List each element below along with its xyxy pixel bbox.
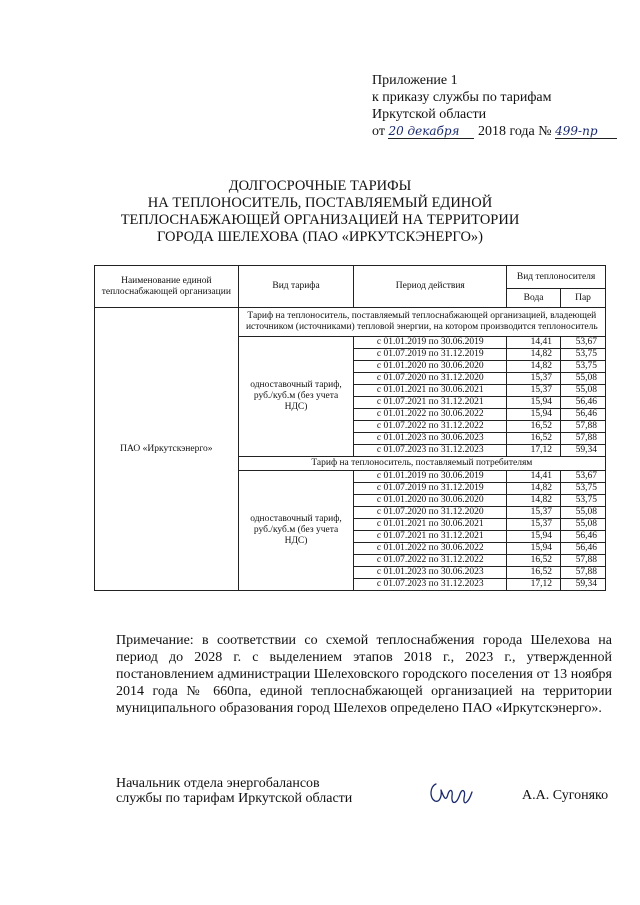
period-cell: с 01.01.2022 по 30.06.2022 [354, 543, 507, 555]
steam-cell: 55,08 [561, 373, 606, 385]
document-title [80, 178, 560, 246]
water-cell: 15,37 [507, 385, 561, 397]
water-cell: 15,37 [507, 507, 561, 519]
header-tariff-type: Вид тарифа [238, 266, 354, 308]
handwritten-date: 20 декабря [388, 124, 474, 139]
organization-cell: ПАО «Иркутскэнерго» [95, 308, 239, 591]
period-cell: с 01.07.2019 по 31.12.2019 [354, 483, 507, 495]
steam-cell: 53,75 [561, 349, 606, 361]
water-cell: 17,12 [507, 579, 561, 591]
steam-cell: 56,46 [561, 409, 606, 421]
steam-cell: 56,46 [561, 397, 606, 409]
steam-cell: 57,88 [561, 567, 606, 579]
steam-cell: 56,46 [561, 531, 606, 543]
period-cell: с 01.07.2022 по 31.12.2022 [354, 555, 507, 567]
water-cell: 15,37 [507, 519, 561, 531]
section-1-title: Тариф на теплоноситель, поставляемый теплоснабжающей организацией, владеющей источником (источниками) тепловой энергии, на котором производится теплоноситель [238, 308, 605, 337]
period-cell: с 01.07.2021 по 31.12.2021 [354, 531, 507, 543]
tariff-table [94, 265, 606, 591]
appendix-block [372, 72, 617, 140]
period-cell: с 01.01.2021 по 30.06.2021 [354, 519, 507, 531]
period-cell: с 01.01.2019 по 30.06.2019 [354, 337, 507, 349]
period-cell: с 01.07.2021 по 31.12.2021 [354, 397, 507, 409]
period-cell: с 01.07.2020 по 31.12.2020 [354, 507, 507, 519]
period-cell: с 01.01.2023 по 30.06.2023 [354, 433, 507, 445]
water-cell: 14,41 [507, 337, 561, 349]
water-cell: 14,82 [507, 349, 561, 361]
steam-cell: 53,67 [561, 337, 606, 349]
period-cell: с 01.01.2021 по 30.06.2021 [354, 385, 507, 397]
appendix-date-line [372, 123, 617, 140]
water-cell: 17,12 [507, 445, 561, 457]
steam-cell: 53,75 [561, 495, 606, 507]
section-2-title: Тариф на теплоноситель, поставляемый потребителям [238, 457, 605, 471]
signatory-position [116, 776, 352, 806]
water-cell: 15,94 [507, 409, 561, 421]
appendix-line-2: к приказу службы по тарифам [372, 90, 552, 105]
period-cell: с 01.01.2022 по 30.06.2022 [354, 409, 507, 421]
title-line-4: ГОРОДА ШЕЛЕХОВА (ПАО «ИРКУТСКЭНЕРГО») [156, 229, 483, 245]
steam-cell: 53,75 [561, 483, 606, 495]
steam-cell: 53,75 [561, 361, 606, 373]
water-cell: 16,52 [507, 421, 561, 433]
water-cell: 14,82 [507, 361, 561, 373]
section-1-tariff-type: одноставочный тариф, руб./куб.м (без учета НДС) [238, 337, 354, 457]
signatory-name: А.А. Сугоняко [522, 788, 609, 803]
header-steam: Пар [561, 289, 606, 308]
title-line-2: НА ТЕПЛОНОСИТЕЛЬ, ПОСТАВЛЯЕМЫЙ ЕДИНОЙ [147, 195, 493, 211]
steam-cell: 56,46 [561, 543, 606, 555]
steam-cell: 55,08 [561, 507, 606, 519]
steam-cell: 59,34 [561, 579, 606, 591]
appendix-line-1: Приложение 1 [372, 73, 458, 88]
period-cell: с 01.07.2022 по 31.12.2022 [354, 421, 507, 433]
steam-cell: 57,88 [561, 433, 606, 445]
position-line-1: Начальник отдела энергобалансов [116, 776, 320, 791]
water-cell: 14,82 [507, 483, 561, 495]
water-cell: 15,94 [507, 397, 561, 409]
steam-cell: 59,34 [561, 445, 606, 457]
handwritten-signature [426, 776, 474, 810]
appendix-line-3: Иркутской области [372, 107, 487, 122]
steam-cell: 53,67 [561, 471, 606, 483]
steam-cell: 55,08 [561, 519, 606, 531]
handwritten-order-number: 499-пр [555, 124, 617, 139]
water-cell: 15,37 [507, 373, 561, 385]
period-cell: с 01.01.2019 по 30.06.2019 [354, 471, 507, 483]
water-cell: 15,94 [507, 531, 561, 543]
period-cell: с 01.07.2023 по 31.12.2023 [354, 579, 507, 591]
period-cell: с 01.01.2020 по 30.06.2020 [354, 495, 507, 507]
steam-cell: 57,88 [561, 555, 606, 567]
period-cell: с 01.01.2023 по 30.06.2023 [354, 567, 507, 579]
title-line-3: ТЕПЛОСНАБЖАЮЩЕЙ ОРГАНИЗАЦИЕЙ НА ТЕРРИТОРИИ [120, 212, 520, 228]
water-cell: 16,52 [507, 433, 561, 445]
period-cell: с 01.01.2020 по 30.06.2020 [354, 361, 507, 373]
header-water: Вода [507, 289, 561, 308]
steam-cell: 55,08 [561, 385, 606, 397]
period-cell: с 01.07.2019 по 31.12.2019 [354, 349, 507, 361]
section-2-tariff-type: одноставочный тариф, руб./куб.м (без учета НДС) [238, 471, 354, 591]
water-cell: 14,41 [507, 471, 561, 483]
steam-cell: 57,88 [561, 421, 606, 433]
header-organization: Наименование единой теплоснабжающей организации [95, 266, 239, 308]
title-line-1: ДОЛГОСРОЧНЫЕ ТАРИФЫ [228, 178, 412, 194]
water-cell: 15,94 [507, 543, 561, 555]
remark-paragraph: Примечание: в соответствии со схемой теплоснабжения города Шелехова на период до 2028 г. с выделением этапов 2018 г., 2023 г., утвержденной постановлением администрации Шелеховского городского поселения от 13 ноября 2014 года № 660па, единой теплоснабжающей организацией на территории муниципального образования город Шелехов определено ПАО «Иркутскэнерго». [116, 633, 612, 716]
water-cell: 16,52 [507, 567, 561, 579]
water-cell: 14,82 [507, 495, 561, 507]
header-period: Период действия [354, 266, 507, 308]
period-cell: с 01.07.2020 по 31.12.2020 [354, 373, 507, 385]
position-line-2: службы по тарифам Иркутской области [116, 791, 353, 806]
date-suffix: 2018 года № [477, 124, 552, 139]
water-cell: 16,52 [507, 555, 561, 567]
period-cell: с 01.07.2023 по 31.12.2023 [354, 445, 507, 457]
header-carrier-type: Вид теплоносителя [507, 266, 606, 289]
date-prefix: от [372, 124, 385, 139]
